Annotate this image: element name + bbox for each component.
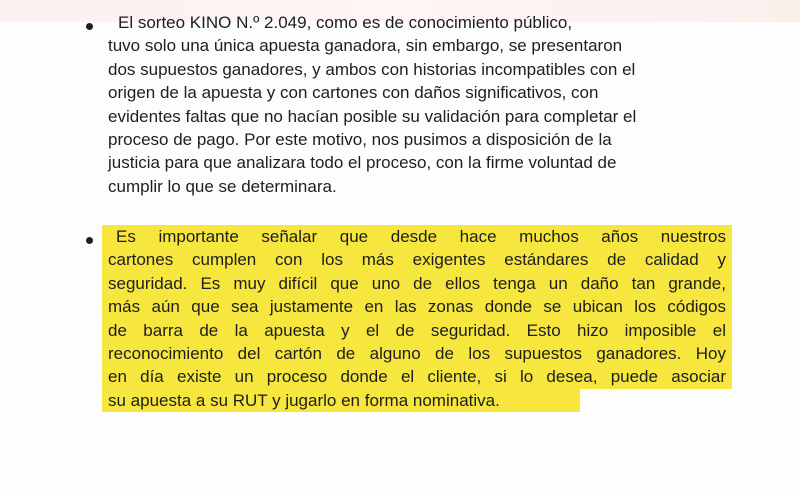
paragraph-1-line: evidentes faltas que no hacían posible su validación para completar el [108, 106, 637, 126]
paragraph-1-line: origen de la apuesta y con cartones con daños significativos, con [108, 83, 599, 103]
paragraph-1-line: proceso de pago. Por este motivo, nos pusimos a disposición de la [108, 129, 612, 149]
highlighted-line: de barra de la apuesta y el de seguridad. Esto hizo imposible el [102, 319, 732, 342]
paragraph-1-line: dos supuestos ganadores, y ambos con historias incompatibles con el [108, 59, 636, 79]
highlighted-line: seguridad. Es muy difícil que uno de ellos tenga un daño tan grande, [102, 272, 732, 295]
paragraph-2-highlighted [102, 225, 742, 412]
paragraph-1 [108, 11, 748, 198]
paragraph-1-line: cumplir lo que se determinara. [108, 176, 337, 196]
paragraph-1-line: El sorteo KINO N.º 2.049, como es de conocimiento público, [118, 13, 573, 32]
bullet-1 [86, 23, 93, 30]
highlighted-line: su apuesta a su RUT y jugarlo en forma nominativa. [102, 389, 580, 412]
highlighted-line: en día existe un proceso donde el cliente, si lo desea, puede asociar [102, 365, 732, 388]
paragraph-1-line: tuvo solo una única apuesta ganadora, sin embargo, se presentaron [108, 36, 623, 56]
highlighted-line: Es importante señalar que desde hace muchos años nuestros [102, 225, 732, 248]
highlighted-line: cartones cumplen con los más exigentes estándares de calidad y [102, 248, 732, 271]
highlighted-line: más aún que sea justamente en las zonas donde se ubican los códigos [102, 295, 732, 318]
paragraph-1-line: justicia para que analizara todo el proceso, con la firme voluntad de [108, 153, 617, 173]
bullet-2 [86, 237, 93, 244]
highlighted-line: reconocimiento del cartón de alguno de los supuestos ganadores. Hoy [102, 342, 732, 365]
